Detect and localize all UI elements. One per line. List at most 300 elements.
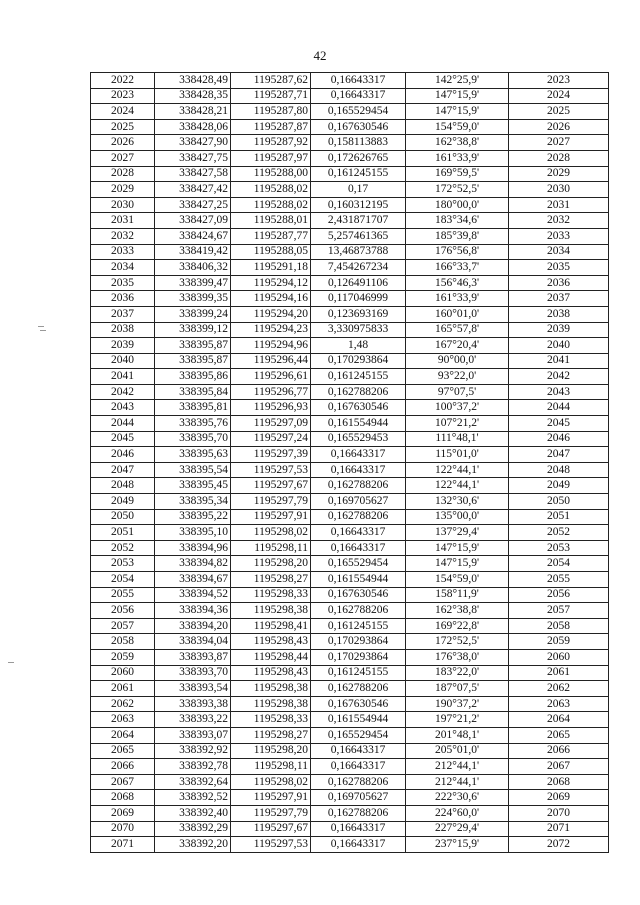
y-coordinate-cell: 1195288,01 (231, 213, 311, 229)
distance-cell: 0,161554944 (311, 712, 406, 728)
table-row (91, 540, 609, 556)
distance-cell: 0,161245155 (311, 369, 406, 385)
point-number-cell: 2055 (91, 587, 155, 603)
y-coordinate-cell: 1195288,02 (231, 182, 311, 198)
page-number: 42 (313, 48, 327, 63)
table-row (91, 821, 609, 837)
x-coordinate-cell: 338428,06 (155, 119, 231, 135)
distance-cell: 7,454267234 (311, 260, 406, 276)
x-coordinate-cell: 338393,70 (155, 665, 231, 681)
bearing-cell: 132°30,6' (406, 494, 509, 510)
distance-cell: 1,48 (311, 338, 406, 354)
next-point-cell: 2057 (509, 603, 609, 619)
point-number-cell: 2029 (91, 182, 155, 198)
next-point-cell: 2059 (509, 634, 609, 650)
point-number-cell: 2059 (91, 649, 155, 665)
x-coordinate-cell: 338427,75 (155, 150, 231, 166)
bearing-cell: 162°38,8' (406, 603, 509, 619)
distance-cell: 0,123693169 (311, 306, 406, 322)
bearing-cell: 142°25,9' (406, 73, 509, 89)
next-point-cell: 2030 (509, 182, 609, 198)
next-point-cell: 2061 (509, 665, 609, 681)
next-point-cell: 2050 (509, 494, 609, 510)
distance-cell: 0,165529454 (311, 104, 406, 120)
x-coordinate-cell: 338393,07 (155, 727, 231, 743)
x-coordinate-cell: 338395,22 (155, 509, 231, 525)
next-point-cell: 2069 (509, 790, 609, 806)
x-coordinate-cell: 338427,25 (155, 197, 231, 213)
point-number-cell: 2037 (91, 306, 155, 322)
next-point-cell: 2065 (509, 727, 609, 743)
x-coordinate-cell: 338392,78 (155, 759, 231, 775)
y-coordinate-cell: 1195288,00 (231, 166, 311, 182)
next-point-cell: 2032 (509, 213, 609, 229)
next-point-cell: 2044 (509, 400, 609, 416)
x-coordinate-cell: 338419,42 (155, 244, 231, 260)
bearing-cell: 167°20,4' (406, 338, 509, 354)
table-row (91, 275, 609, 291)
x-coordinate-cell: 338393,22 (155, 712, 231, 728)
table-row (91, 244, 609, 260)
point-number-cell: 2042 (91, 384, 155, 400)
point-number-cell: 2066 (91, 759, 155, 775)
x-coordinate-cell: 338395,87 (155, 338, 231, 354)
point-number-cell: 2052 (91, 540, 155, 556)
x-coordinate-cell: 338399,47 (155, 275, 231, 291)
bearing-cell: 147°15,9' (406, 556, 509, 572)
bearing-cell: 90°00,0' (406, 353, 509, 369)
next-point-cell: 2053 (509, 540, 609, 556)
table-row (91, 572, 609, 588)
distance-cell: 0,162788206 (311, 603, 406, 619)
distance-cell: 0,170293864 (311, 353, 406, 369)
y-coordinate-cell: 1195288,05 (231, 244, 311, 260)
margin-mark (38, 326, 44, 327)
bearing-cell: 187°07,5' (406, 681, 509, 697)
x-coordinate-cell: 338399,35 (155, 291, 231, 307)
bearing-cell: 183°34,6' (406, 213, 509, 229)
y-coordinate-cell: 1195294,23 (231, 322, 311, 338)
x-coordinate-cell: 338428,21 (155, 104, 231, 120)
distance-cell: 0,167630546 (311, 119, 406, 135)
table-row (91, 88, 609, 104)
bearing-cell: 161°33,9' (406, 291, 509, 307)
table-row (91, 587, 609, 603)
distance-cell: 0,161245155 (311, 618, 406, 634)
bearing-cell: 93°22,0' (406, 369, 509, 385)
table-row (91, 665, 609, 681)
point-number-cell: 2063 (91, 712, 155, 728)
table-row (91, 649, 609, 665)
x-coordinate-cell: 338394,82 (155, 556, 231, 572)
x-coordinate-cell: 338424,67 (155, 228, 231, 244)
y-coordinate-cell: 1195296,77 (231, 384, 311, 400)
y-coordinate-cell: 1195287,77 (231, 228, 311, 244)
x-coordinate-cell: 338394,36 (155, 603, 231, 619)
table-row (91, 260, 609, 276)
bearing-cell: 224°60,0' (406, 805, 509, 821)
bearing-cell: 147°15,9' (406, 104, 509, 120)
point-number-cell: 2046 (91, 447, 155, 463)
distance-cell: 2,431871707 (311, 213, 406, 229)
next-point-cell: 2038 (509, 306, 609, 322)
bearing-cell: 162°38,8' (406, 135, 509, 151)
table-row (91, 696, 609, 712)
bearing-cell: 201°48,1' (406, 727, 509, 743)
distance-cell: 0,161554944 (311, 416, 406, 432)
table-row (91, 447, 609, 463)
distance-cell: 0,16643317 (311, 525, 406, 541)
point-number-cell: 2026 (91, 135, 155, 151)
table-row (91, 556, 609, 572)
next-point-cell: 2056 (509, 587, 609, 603)
x-coordinate-cell: 338395,84 (155, 384, 231, 400)
next-point-cell: 2028 (509, 150, 609, 166)
point-number-cell: 2050 (91, 509, 155, 525)
distance-cell: 0,17 (311, 182, 406, 198)
point-number-cell: 2069 (91, 805, 155, 821)
x-coordinate-cell: 338392,52 (155, 790, 231, 806)
point-number-cell: 2041 (91, 369, 155, 385)
next-point-cell: 2068 (509, 774, 609, 790)
next-point-cell: 2042 (509, 369, 609, 385)
point-number-cell: 2047 (91, 462, 155, 478)
table-row (91, 166, 609, 182)
distance-cell: 0,117046999 (311, 291, 406, 307)
point-number-cell: 2067 (91, 774, 155, 790)
table-row (91, 135, 609, 151)
distance-cell: 0,161554944 (311, 572, 406, 588)
y-coordinate-cell: 1195287,97 (231, 150, 311, 166)
point-number-cell: 2034 (91, 260, 155, 276)
x-coordinate-cell: 338399,12 (155, 322, 231, 338)
distance-cell: 0,16643317 (311, 837, 406, 853)
point-number-cell: 2025 (91, 119, 155, 135)
bearing-cell: 97°07,5' (406, 384, 509, 400)
y-coordinate-cell: 1195288,02 (231, 197, 311, 213)
bearing-cell: 212°44,1' (406, 759, 509, 775)
distance-cell: 0,16643317 (311, 540, 406, 556)
point-number-cell: 2049 (91, 494, 155, 510)
y-coordinate-cell: 1195287,87 (231, 119, 311, 135)
point-number-cell: 2027 (91, 150, 155, 166)
table-row (91, 603, 609, 619)
x-coordinate-cell: 338394,52 (155, 587, 231, 603)
y-coordinate-cell: 1195297,09 (231, 416, 311, 432)
x-coordinate-cell: 338392,64 (155, 774, 231, 790)
distance-cell: 0,167630546 (311, 587, 406, 603)
y-coordinate-cell: 1195297,91 (231, 790, 311, 806)
next-point-cell: 2041 (509, 353, 609, 369)
next-point-cell: 2033 (509, 228, 609, 244)
next-point-cell: 2036 (509, 275, 609, 291)
table-row (91, 618, 609, 634)
y-coordinate-cell: 1195287,92 (231, 135, 311, 151)
x-coordinate-cell: 338392,20 (155, 837, 231, 853)
distance-cell: 0,16643317 (311, 759, 406, 775)
bearing-cell: 137°29,4' (406, 525, 509, 541)
next-point-cell: 2047 (509, 447, 609, 463)
y-coordinate-cell: 1195298,20 (231, 743, 311, 759)
bearing-cell: 166°33,7' (406, 260, 509, 276)
point-number-cell: 2061 (91, 681, 155, 697)
next-point-cell: 2026 (509, 119, 609, 135)
bearing-cell: 183°22,0' (406, 665, 509, 681)
bearing-cell: 197°21,2' (406, 712, 509, 728)
x-coordinate-cell: 338395,34 (155, 494, 231, 510)
point-number-cell: 2036 (91, 291, 155, 307)
distance-cell: 0,16643317 (311, 821, 406, 837)
next-point-cell: 2034 (509, 244, 609, 260)
bearing-cell: 122°44,1' (406, 478, 509, 494)
table-row (91, 494, 609, 510)
x-coordinate-cell: 338427,58 (155, 166, 231, 182)
next-point-cell: 2035 (509, 260, 609, 276)
point-number-cell: 2043 (91, 400, 155, 416)
next-point-cell: 2060 (509, 649, 609, 665)
point-number-cell: 2038 (91, 322, 155, 338)
distance-cell: 0,16643317 (311, 743, 406, 759)
distance-cell: 0,162788206 (311, 774, 406, 790)
y-coordinate-cell: 1195297,24 (231, 431, 311, 447)
table-row (91, 525, 609, 541)
y-coordinate-cell: 1195298,38 (231, 696, 311, 712)
margin-mark (8, 662, 14, 663)
point-number-cell: 2053 (91, 556, 155, 572)
point-number-cell: 2057 (91, 618, 155, 634)
x-coordinate-cell: 338428,49 (155, 73, 231, 89)
next-point-cell: 2023 (509, 73, 609, 89)
point-number-cell: 2064 (91, 727, 155, 743)
distance-cell: 0,161245155 (311, 665, 406, 681)
table-row (91, 197, 609, 213)
distance-cell: 0,162788206 (311, 805, 406, 821)
next-point-cell: 2063 (509, 696, 609, 712)
x-coordinate-cell: 338406,32 (155, 260, 231, 276)
table-row (91, 182, 609, 198)
next-point-cell: 2066 (509, 743, 609, 759)
point-number-cell: 2023 (91, 88, 155, 104)
next-point-cell: 2051 (509, 509, 609, 525)
next-point-cell: 2040 (509, 338, 609, 354)
y-coordinate-cell: 1195291,18 (231, 260, 311, 276)
distance-cell: 13,46873788 (311, 244, 406, 260)
table-row (91, 291, 609, 307)
distance-cell: 0,165529454 (311, 556, 406, 572)
y-coordinate-cell: 1195297,79 (231, 494, 311, 510)
bearing-cell: 176°56,8' (406, 244, 509, 260)
table-row (91, 634, 609, 650)
point-number-cell: 2071 (91, 837, 155, 853)
table-row (91, 384, 609, 400)
table-row (91, 478, 609, 494)
table-row (91, 150, 609, 166)
x-coordinate-cell: 338393,38 (155, 696, 231, 712)
y-coordinate-cell: 1195287,80 (231, 104, 311, 120)
distance-cell: 0,16643317 (311, 462, 406, 478)
table-row (91, 681, 609, 697)
bearing-cell: 158°11,9' (406, 587, 509, 603)
distance-cell: 0,170293864 (311, 649, 406, 665)
distance-cell: 0,167630546 (311, 696, 406, 712)
y-coordinate-cell: 1195296,93 (231, 400, 311, 416)
x-coordinate-cell: 338427,90 (155, 135, 231, 151)
y-coordinate-cell: 1195297,53 (231, 837, 311, 853)
margin-mark (40, 330, 46, 331)
y-coordinate-cell: 1195294,12 (231, 275, 311, 291)
point-number-cell: 2062 (91, 696, 155, 712)
coordinates-table (90, 72, 609, 853)
bearing-cell: 180°00,0' (406, 197, 509, 213)
distance-cell: 0,172626765 (311, 150, 406, 166)
table-row (91, 431, 609, 447)
y-coordinate-cell: 1195298,33 (231, 712, 311, 728)
distance-cell: 0,161245155 (311, 166, 406, 182)
bearing-cell: 154°59,0' (406, 119, 509, 135)
y-coordinate-cell: 1195297,39 (231, 447, 311, 463)
distance-cell: 0,162788206 (311, 478, 406, 494)
bearing-cell: 161°33,9' (406, 150, 509, 166)
next-point-cell: 2072 (509, 837, 609, 853)
table-row (91, 805, 609, 821)
next-point-cell: 2031 (509, 197, 609, 213)
y-coordinate-cell: 1195298,33 (231, 587, 311, 603)
next-point-cell: 2039 (509, 322, 609, 338)
x-coordinate-cell: 338395,87 (155, 353, 231, 369)
bearing-cell: 122°44,1' (406, 462, 509, 478)
y-coordinate-cell: 1195297,79 (231, 805, 311, 821)
distance-cell: 0,162788206 (311, 681, 406, 697)
point-number-cell: 2022 (91, 73, 155, 89)
y-coordinate-cell: 1195298,02 (231, 525, 311, 541)
point-number-cell: 2040 (91, 353, 155, 369)
x-coordinate-cell: 338394,96 (155, 540, 231, 556)
next-point-cell: 2049 (509, 478, 609, 494)
bearing-cell: 107°21,2' (406, 416, 509, 432)
y-coordinate-cell: 1195298,43 (231, 634, 311, 650)
distance-cell: 0,162788206 (311, 509, 406, 525)
table-row (91, 416, 609, 432)
x-coordinate-cell: 338392,92 (155, 743, 231, 759)
x-coordinate-cell: 338394,20 (155, 618, 231, 634)
bearing-cell: 172°52,5' (406, 634, 509, 650)
point-number-cell: 2031 (91, 213, 155, 229)
bearing-cell: 222°30,6' (406, 790, 509, 806)
point-number-cell: 2033 (91, 244, 155, 260)
point-number-cell: 2051 (91, 525, 155, 541)
bearing-cell: 156°46,3' (406, 275, 509, 291)
bearing-cell: 169°22,8' (406, 618, 509, 634)
point-number-cell: 2044 (91, 416, 155, 432)
point-number-cell: 2032 (91, 228, 155, 244)
distance-cell: 0,16643317 (311, 73, 406, 89)
next-point-cell: 2024 (509, 88, 609, 104)
table-row (91, 369, 609, 385)
distance-cell: 0,170293864 (311, 634, 406, 650)
table-row (91, 774, 609, 790)
distance-cell: 0,167630546 (311, 400, 406, 416)
next-point-cell: 2048 (509, 462, 609, 478)
point-number-cell: 2028 (91, 166, 155, 182)
distance-cell: 0,160312195 (311, 197, 406, 213)
point-number-cell: 2054 (91, 572, 155, 588)
y-coordinate-cell: 1195298,11 (231, 540, 311, 556)
y-coordinate-cell: 1195287,62 (231, 73, 311, 89)
x-coordinate-cell: 338393,54 (155, 681, 231, 697)
y-coordinate-cell: 1195298,02 (231, 774, 311, 790)
distance-cell: 0,169705627 (311, 494, 406, 510)
point-number-cell: 2056 (91, 603, 155, 619)
table-row (91, 712, 609, 728)
distance-cell: 0,165529454 (311, 727, 406, 743)
x-coordinate-cell: 338394,67 (155, 572, 231, 588)
y-coordinate-cell: 1195298,41 (231, 618, 311, 634)
x-coordinate-cell: 338395,86 (155, 369, 231, 385)
distance-cell: 0,162788206 (311, 384, 406, 400)
bearing-cell: 165°57,8' (406, 322, 509, 338)
bearing-cell: 205°01,0' (406, 743, 509, 759)
x-coordinate-cell: 338394,04 (155, 634, 231, 650)
bearing-cell: 154°59,0' (406, 572, 509, 588)
y-coordinate-cell: 1195298,20 (231, 556, 311, 572)
table-row (91, 400, 609, 416)
point-number-cell: 2039 (91, 338, 155, 354)
y-coordinate-cell: 1195298,11 (231, 759, 311, 775)
distance-cell: 0,169705627 (311, 790, 406, 806)
next-point-cell: 2043 (509, 384, 609, 400)
next-point-cell: 2046 (509, 431, 609, 447)
table-row (91, 338, 609, 354)
y-coordinate-cell: 1195298,38 (231, 681, 311, 697)
next-point-cell: 2055 (509, 572, 609, 588)
table-row (91, 509, 609, 525)
bearing-cell: 115°01,0' (406, 447, 509, 463)
distance-cell: 5,257461365 (311, 228, 406, 244)
next-point-cell: 2067 (509, 759, 609, 775)
bearing-cell: 237°15,9' (406, 837, 509, 853)
table-row (91, 743, 609, 759)
x-coordinate-cell: 338392,40 (155, 805, 231, 821)
table-row (91, 228, 609, 244)
next-point-cell: 2071 (509, 821, 609, 837)
x-coordinate-cell: 338428,35 (155, 88, 231, 104)
distance-cell: 0,126491106 (311, 275, 406, 291)
bearing-cell: 227°29,4' (406, 821, 509, 837)
y-coordinate-cell: 1195297,53 (231, 462, 311, 478)
point-number-cell: 2048 (91, 478, 155, 494)
bearing-cell: 111°48,1' (406, 431, 509, 447)
y-coordinate-cell: 1195297,91 (231, 509, 311, 525)
y-coordinate-cell: 1195298,27 (231, 727, 311, 743)
x-coordinate-cell: 338395,81 (155, 400, 231, 416)
x-coordinate-cell: 338427,42 (155, 182, 231, 198)
point-number-cell: 2058 (91, 634, 155, 650)
point-number-cell: 2035 (91, 275, 155, 291)
bearing-cell: 185°39,8' (406, 228, 509, 244)
bearing-cell: 135°00,0' (406, 509, 509, 525)
y-coordinate-cell: 1195298,27 (231, 572, 311, 588)
y-coordinate-cell: 1195298,43 (231, 665, 311, 681)
bearing-cell: 190°37,2' (406, 696, 509, 712)
bearing-cell: 172°52,5' (406, 182, 509, 198)
next-point-cell: 2029 (509, 166, 609, 182)
distance-cell: 0,16643317 (311, 447, 406, 463)
bearing-cell: 169°59,5' (406, 166, 509, 182)
next-point-cell: 2062 (509, 681, 609, 697)
bearing-cell: 147°15,9' (406, 540, 509, 556)
bearing-cell: 100°37,2' (406, 400, 509, 416)
next-point-cell: 2025 (509, 104, 609, 120)
